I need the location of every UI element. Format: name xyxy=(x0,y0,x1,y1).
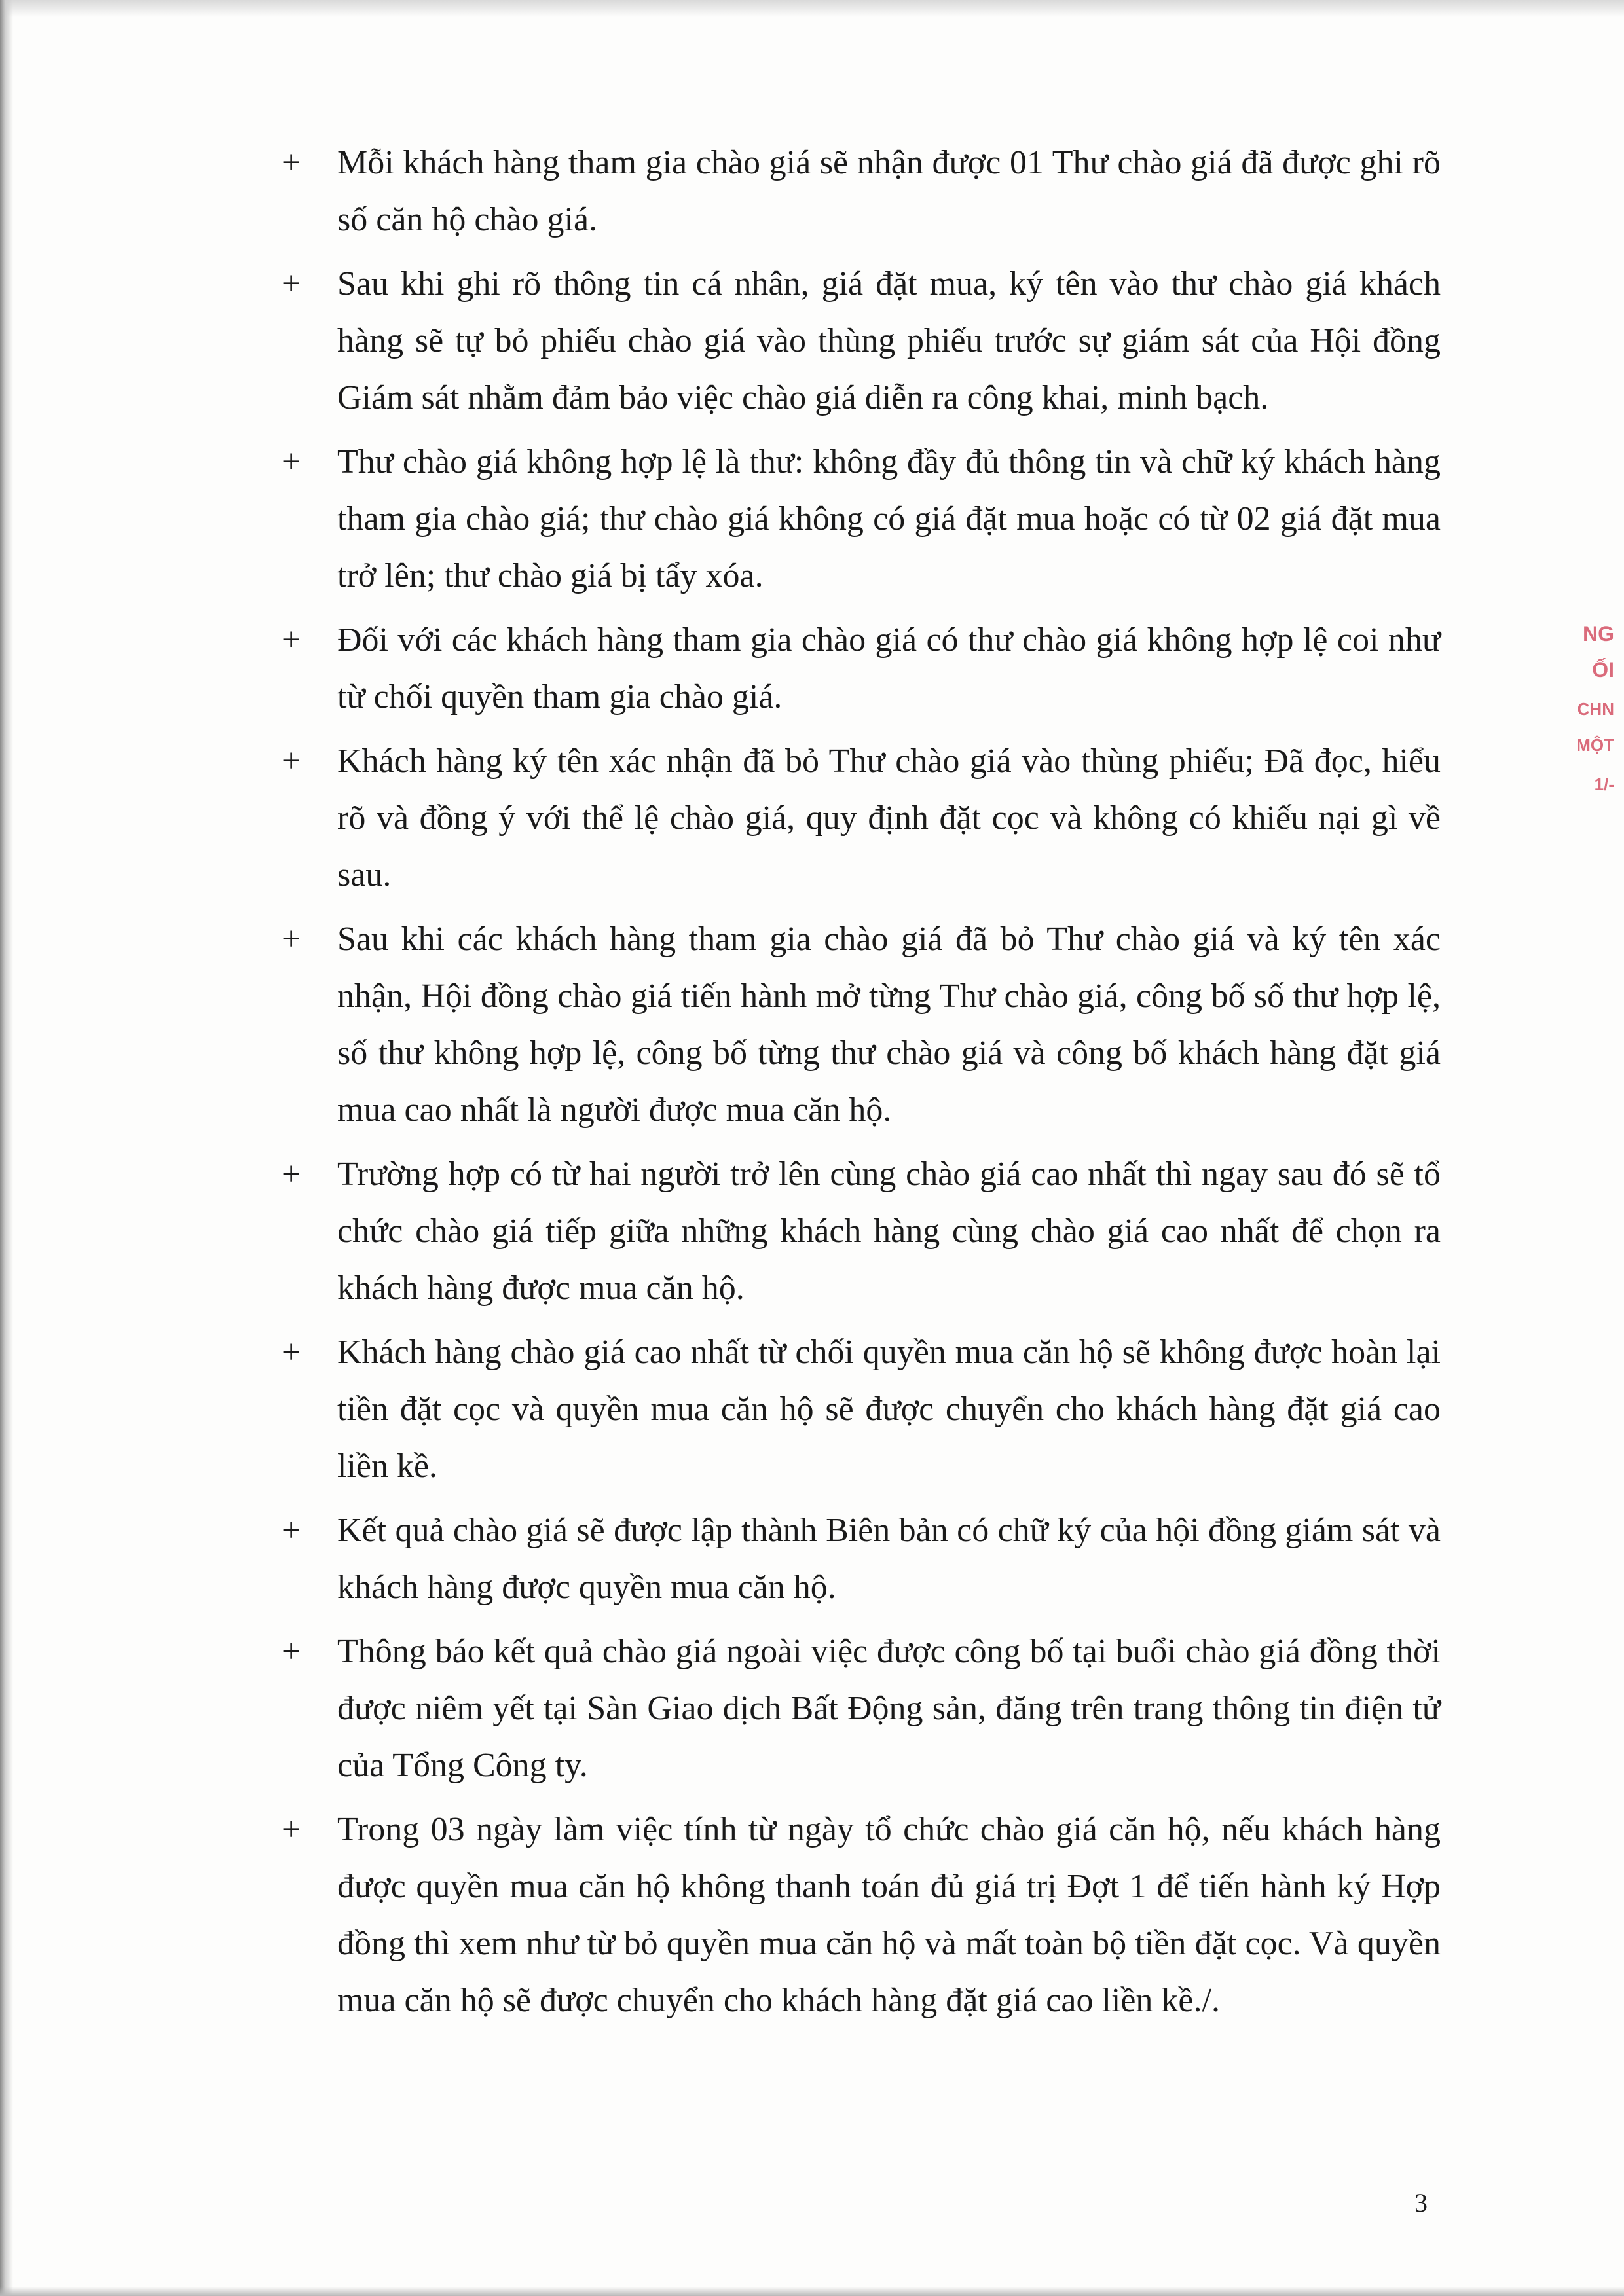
bullet-plus-icon: + xyxy=(282,621,301,659)
scan-shadow-bottom xyxy=(0,2287,1624,2296)
stamp-text: ỐI xyxy=(1592,658,1614,682)
list-item-text: Khách hàng ký tên xác nhận đã bỏ Thư chào giá vào thùng phiếu; Đã đọc, hiểu rõ và đồng ý với thể lệ chào giá, quy định đặt cọc và không có khiếu nại gì về sau. xyxy=(337,742,1441,894)
list-item-text: Thư chào giá không hợp lệ là thư: không đầy đủ thông tin và chữ ký khách hàng tham gia chào giá; thư chào giá không có giá đặt mua hoặc có từ 02 giá đặt mua trở lên; thư chào giá bị tẩy xóa. xyxy=(337,443,1441,594)
page-number: 3 xyxy=(1414,2188,1428,2217)
list-item-text: Thông báo kết quả chào giá ngoài việc được công bố tại buổi chào giá đồng thời được niêm yết tại Sàn Giao dịch Bất Động sản, đăng trên trang thông tin điện tử của Tổng Công ty. xyxy=(337,1633,1441,1784)
list-item-text: Sau khi các khách hàng tham gia chào giá đã bỏ Thư chào giá và ký tên xác nhận, Hội đồng chào giá tiến hành mở từng Thư chào giá, công bố số thư hợp lệ, số thư không hợp lệ, công bố từng thư chào giá và công bố khách hàng đặt giá mua cao nhất là người được mua căn hộ. xyxy=(337,920,1441,1129)
bullet-plus-icon: + xyxy=(282,742,301,780)
stamp-text: CHN xyxy=(1577,699,1614,719)
scan-shadow-left xyxy=(0,0,13,2296)
list-item xyxy=(282,1324,1441,1495)
list-item xyxy=(282,911,1441,1139)
bullet-plus-icon: + xyxy=(282,144,301,181)
bullet-plus-icon: + xyxy=(282,265,301,302)
stamp-text: NG xyxy=(1583,622,1614,646)
list-item xyxy=(282,1801,1441,2029)
bullet-plus-icon: + xyxy=(282,1633,301,1670)
list-item-text: Mỗi khách hàng tham gia chào giá sẽ nhận được 01 Thư chào giá đã được ghi rõ số căn hộ chào giá. xyxy=(337,144,1441,238)
bullet-plus-icon: + xyxy=(282,920,301,958)
list-item xyxy=(282,255,1441,426)
bullet-plus-icon: + xyxy=(282,443,301,481)
document-body xyxy=(282,134,1441,2036)
list-item-text: Đối với các khách hàng tham gia chào giá có thư chào giá không hợp lệ coi như từ chối quyền tham gia chào giá. xyxy=(337,621,1441,716)
list-item-text: Trong 03 ngày làm việc tính từ ngày tổ chức chào giá căn hộ, nếu khách hàng được quyền mua căn hộ không thanh toán đủ giá trị Đợt 1 để tiến hành ký Hợp đồng thì xem như từ bỏ quyền mua căn hộ và mất toàn bộ tiền đặt cọc. Và quyền mua căn hộ sẽ được chuyển cho khách hàng đặt giá cao liền kề./. xyxy=(337,1811,1441,2019)
list-item xyxy=(282,733,1441,903)
list-item-text: Trường hợp có từ hai người trở lên cùng chào giá cao nhất thì ngay sau đó sẽ tổ chức chào giá tiếp giữa những khách hàng cùng chào giá cao nhất để chọn ra khách hàng được mua căn hộ. xyxy=(337,1156,1441,1307)
bullet-plus-icon: + xyxy=(282,1334,301,1371)
bullet-plus-icon: + xyxy=(282,1156,301,1193)
bullet-plus-icon: + xyxy=(282,1512,301,1549)
list-item-text: Sau khi ghi rõ thông tin cá nhân, giá đặt mua, ký tên vào thư chào giá khách hàng sẽ tự bỏ phiếu chào giá vào thùng phiếu trước sự giám sát của Hội đồng Giám sát nhằm đảm bảo việc chào giá diễn ra công khai, minh bạch. xyxy=(337,265,1441,416)
list-item xyxy=(282,611,1441,725)
scan-shadow-top xyxy=(0,0,1624,17)
list-item xyxy=(282,134,1441,248)
stamp-text: 1/- xyxy=(1594,774,1614,794)
seal-stamp-fragment xyxy=(1568,609,1614,845)
list-item-text: Kết quả chào giá sẽ được lập thành Biên bản có chữ ký của hội đồng giám sát và khách hàng được quyền mua căn hộ. xyxy=(337,1512,1441,1606)
list-item-text: Khách hàng chào giá cao nhất từ chối quyền mua căn hộ sẽ không được hoàn lại tiền đặt cọc và quyền mua căn hộ sẽ được chuyển cho khách hàng đặt giá cao liền kề. xyxy=(337,1334,1441,1485)
bullet-plus-icon: + xyxy=(282,1811,301,1848)
list-item xyxy=(282,1146,1441,1317)
list-item xyxy=(282,1623,1441,1794)
list-item xyxy=(282,433,1441,604)
list-item xyxy=(282,1502,1441,1616)
stamp-text: MỘT xyxy=(1576,735,1614,755)
